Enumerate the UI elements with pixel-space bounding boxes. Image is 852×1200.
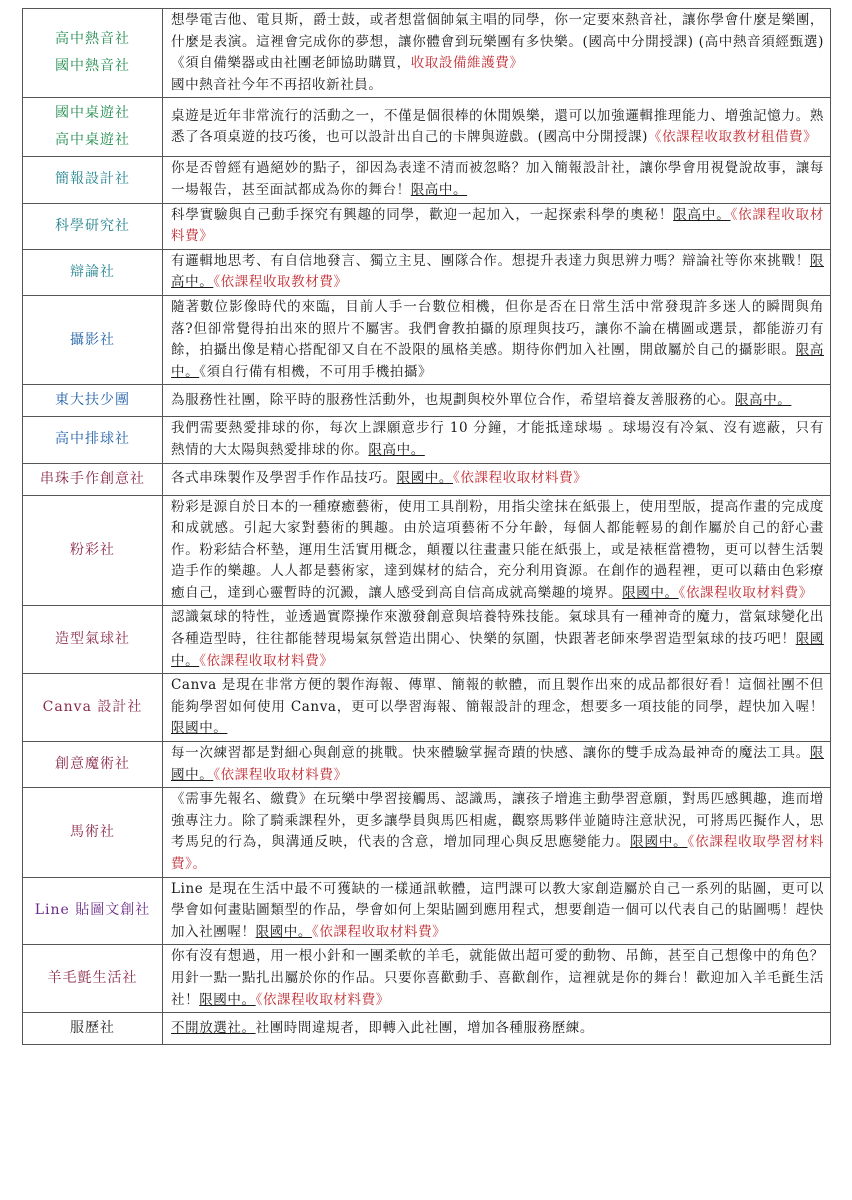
club-limit: 限國中。 <box>255 923 313 940</box>
club-name-cell <box>23 203 163 249</box>
club-name-cell <box>23 606 163 674</box>
club-name: 簡報設計社 <box>55 171 130 188</box>
club-fee-note: 《依課程收取材料費》 <box>678 584 813 601</box>
club-name: 高中桌遊社 <box>55 132 130 149</box>
club-name: 科學研究社 <box>55 217 130 234</box>
club-limit: 限高中。 <box>673 206 731 223</box>
club-row <box>23 385 831 417</box>
club-row <box>23 9 831 98</box>
club-name: Line 貼圖文創社 <box>34 902 151 919</box>
club-row <box>23 417 831 463</box>
club-row <box>23 495 831 606</box>
club-row <box>23 606 831 674</box>
club-row <box>23 742 831 788</box>
club-description: 有邏輯地思考、有自信地發言、獨立主見、團隊合作。想提升表達力與思辨力嗎？辯論社等你來挑戰！ <box>171 252 810 269</box>
club-name-cell <box>23 495 163 606</box>
club-name: 辯論社 <box>70 263 115 280</box>
club-name: 高中熱音社 <box>55 31 130 48</box>
club-name: 攝影社 <box>70 331 115 348</box>
club-name-cell <box>23 877 163 945</box>
club-limit: 限國中。 <box>630 834 688 851</box>
club-description-cell <box>163 417 831 463</box>
club-row <box>23 157 831 203</box>
club-name-cell <box>23 742 163 788</box>
club-name-cell <box>23 295 163 384</box>
club-limit: 限高中。 <box>171 342 825 380</box>
club-limit: 限國中。 <box>622 584 679 601</box>
club-limit: 限國中。 <box>171 745 824 783</box>
club-description: 你是否曾經有過絕妙的點子，卻因為表達不清而被忽略？加入簡報設計社，讓你學會用視覺說故事，讓每一場報告，甚至面試都成為你的舞台！ <box>171 160 824 198</box>
club-description: 各式串珠製作及學習手作作品技巧。 <box>171 470 397 487</box>
club-description-cell <box>163 9 831 98</box>
club-row <box>23 788 831 877</box>
club-description: 我們需要熱愛排球的你，每次上課願意步行 10 分鐘，才能抵達球場 。球場沒有冷氣、沒有遮蔽，只有熱情的大太陽與熱愛排球的你。 <box>171 420 824 458</box>
club-limit: 限國中。 <box>171 720 228 737</box>
club-description-cell <box>163 606 831 674</box>
club-name-cell <box>23 945 163 1013</box>
club-table <box>22 8 831 1045</box>
club-description-cell <box>163 463 831 495</box>
club-extra-note: 社團時間違規者，即轉入此社團，增加各種服務歷練。 <box>255 1019 595 1036</box>
club-description-cell <box>163 295 831 384</box>
club-description-cell <box>163 249 831 295</box>
club-name: 國中熱音社 <box>55 58 130 75</box>
club-row <box>23 1013 831 1045</box>
club-fee-note: 《依課程收取學習材料費》。 <box>171 834 824 872</box>
club-description: 每一次練習都是對細心與創意的挑戰。快來體驗掌握奇蹟的快感、讓你的雙手成為最神奇的魔法工具。 <box>171 745 810 762</box>
club-row <box>23 463 831 495</box>
club-table-body <box>23 9 831 1045</box>
club-description: Canva 是現在非常方便的製作海報、傳單、簡報的軟體，而且製作出來的成品都很好看！這個社團不但能夠學習如何使用 Canva，更可以學習海報、簡報設計的理念，想要多一項技能的同學，趕快加入喔！ <box>171 677 824 715</box>
club-fee-note: 收取設備維護費》 <box>410 55 524 72</box>
club-fee-note: 《依課程收取材料費》 <box>312 923 447 940</box>
club-description-cell <box>163 742 831 788</box>
club-description-cell <box>163 945 831 1013</box>
club-fee-note: 《依課程收取材料費》 <box>453 470 588 487</box>
club-extra-note: 《須自行備有相機，不可用手機拍攝》 <box>199 363 433 380</box>
club-row <box>23 249 831 295</box>
club-limit: 限高中。 <box>735 392 792 409</box>
club-description-cell <box>163 203 831 249</box>
club-description: 為服務性社團，除平時的服務性活動外，也規劃與校外單位合作，希望培養友善服務的心。 <box>171 392 735 409</box>
club-name: Canva 設計社 <box>42 699 143 716</box>
club-description: 科學實驗與自己動手探究有興趣的同學，歡迎一起加入，一起探索科學的奧秘！ <box>171 206 674 223</box>
club-description: 隨著數位影像時代的來臨，目前人手一台數位相機，但你是否在日常生活中常發現許多迷人的瞬間與角落?但卻常覺得拍出來的照片不屬害。我們會教拍攝的原理與技巧，讓你不論在構圖或選景，都能游刃有餘，拍攝出像是精心搭配卻又自在不設限的風格美感。期待你們加入社團，開啟屬於自己的攝影眼。 <box>171 298 824 359</box>
club-name: 馬術社 <box>70 823 115 840</box>
club-name: 串珠手作創意社 <box>40 470 145 487</box>
club-row <box>23 674 831 742</box>
club-description: 你有沒有想過，用一根小針和一團柔軟的羊毛，就能做出超可愛的動物、吊飾，甚至自己想像中的角色？用針一點一點扎出屬於你的作品。只要你喜歡動手、喜歡創作，這裡就是你的舞台！歡迎加入羊毛氈生活社！ <box>171 948 824 1008</box>
club-description-cell <box>163 1013 831 1045</box>
club-fee-note: 《依課程收取材料費》 <box>199 652 334 669</box>
club-limit: 限國中。 <box>199 991 256 1008</box>
club-fee-note: 《依課程收取材料費》 <box>255 991 390 1008</box>
club-fee-note: 《依課程收取材料費》 <box>171 206 824 245</box>
club-description-cell <box>163 157 831 203</box>
club-name-cell <box>23 385 163 417</box>
club-description: 桌遊是近年非常流行的活動之一，不僅是個很棒的休閒娛樂，還可以加強邏輯推理能力、增強記憶力。熟悉了各項桌遊的技巧後，也可以設計出自己的卡牌與遊戲。(國高中分開授課) <box>171 107 824 146</box>
club-row <box>23 877 831 945</box>
club-name: 服歷社 <box>70 1020 115 1037</box>
club-fee-note: 《依課程收取教材費》 <box>213 274 348 291</box>
club-limit: 限國中。 <box>171 631 825 669</box>
club-description-cell <box>163 385 831 417</box>
club-limit: 限國中。 <box>396 470 454 487</box>
club-row <box>23 945 831 1013</box>
club-description: 認識氣球的特性，並透過實際操作來激發創意與培養特殊技能。氣球具有一種神奇的魔力，當氣球變化出各種造型時，往往都能替現場氣氛營造出開心、快樂的氛圍，快跟著老師來學習造型氣球的技巧吧！ <box>171 609 824 648</box>
club-limit: 限高中。 <box>368 441 425 458</box>
club-name-cell <box>23 157 163 203</box>
club-name-cell <box>23 788 163 877</box>
club-description: Line 是現在生活中最不可獲缺的一樣通訊軟體，這門課可以教大家創造屬於自己一系列的貼圖，更可以學會如何畫貼圖類型的作品，學會如何上架貼圖到應用程式，想要創造一個可以代表自己的貼圖嗎！趕快加入社團喔！ <box>171 880 824 940</box>
club-name-cell <box>23 249 163 295</box>
club-row <box>23 98 831 157</box>
club-row <box>23 203 831 249</box>
club-name-cell <box>23 98 163 157</box>
club-name-cell <box>23 9 163 98</box>
club-name-cell <box>23 463 163 495</box>
club-name: 羊毛氈生活社 <box>47 970 138 987</box>
club-name: 國中桌遊社 <box>55 105 130 122</box>
club-description-cell <box>163 788 831 877</box>
club-limit: 不開放選社。 <box>171 1019 256 1036</box>
club-row <box>23 295 831 384</box>
club-name: 東大扶少團 <box>55 392 130 409</box>
club-description-cell <box>163 495 831 606</box>
club-fee-note: 《依課程收取材料費》 <box>213 766 348 783</box>
club-name-cell <box>23 674 163 742</box>
club-limit: 限高中。 <box>410 181 468 198</box>
club-description: 《需事先報名、繳費》在玩樂中學習接觸馬、認識馬，讓孩子增進主動學習意願，對馬匹感興趣，進而增強專注力。除了騎乘課程外，更多讓學員與馬匹相處，觀察馬夥伴並隨時注意狀況，可將馬匹擬作人，思考馬兒的行為，與溝通反映，代表的含意，增加同理心與反思應變能力。 <box>171 791 824 851</box>
club-extra-note: 國中熱音社今年不再招收新社員。 <box>171 76 383 93</box>
club-name: 高中排球社 <box>55 431 130 448</box>
club-description-cell <box>163 98 831 157</box>
club-name-cell <box>23 417 163 463</box>
club-name: 創意魔術社 <box>55 756 130 773</box>
club-description: 粉彩是源自於日本的一種療癒藝術，使用工具削粉，用指尖塗抹在紙張上，使用型版，提高作畫的完成度和成就感。引起大家對藝術的興趣。由於這項藝術不分年齡，每個人都能輕易的創作屬於自己的舒心畫作。粉彩結合杯墊，運用生活實用概念，顛覆以往畫畫只能在紙張上，或是裱框當禮物，更可以替生活製造手作的樂趣。人人都是藝術家，達到媒材的結合，充分利用資源。在創作的過程裡，更可以藉由色彩療癒自己，達到心靈暫時的沉澱，讓人感受到高自信高成就高樂趣的境界。 <box>171 498 824 601</box>
club-list-page <box>22 8 830 1045</box>
club-name-cell <box>23 1013 163 1045</box>
club-limit: 限高中。 <box>171 252 824 291</box>
club-description: 想學電吉他、電貝斯，爵士鼓，或者想當個帥氣主唱的同學，你一定要來熱音社，讓你學會什麼是樂團，什麼是表演。這裡會完成你的夢想，讓你體會到玩樂團有多快樂。(國高中分開授課) (高中熱音須經甄選)《須自備樂器或由社團老師協助購買， <box>171 12 824 72</box>
club-description-cell <box>163 674 831 742</box>
club-name: 粉彩社 <box>70 541 115 558</box>
club-description-cell <box>163 877 831 945</box>
club-fee-note: 《依課程收取教材租借費》 <box>648 129 818 146</box>
club-name: 造型氣球社 <box>55 631 130 648</box>
